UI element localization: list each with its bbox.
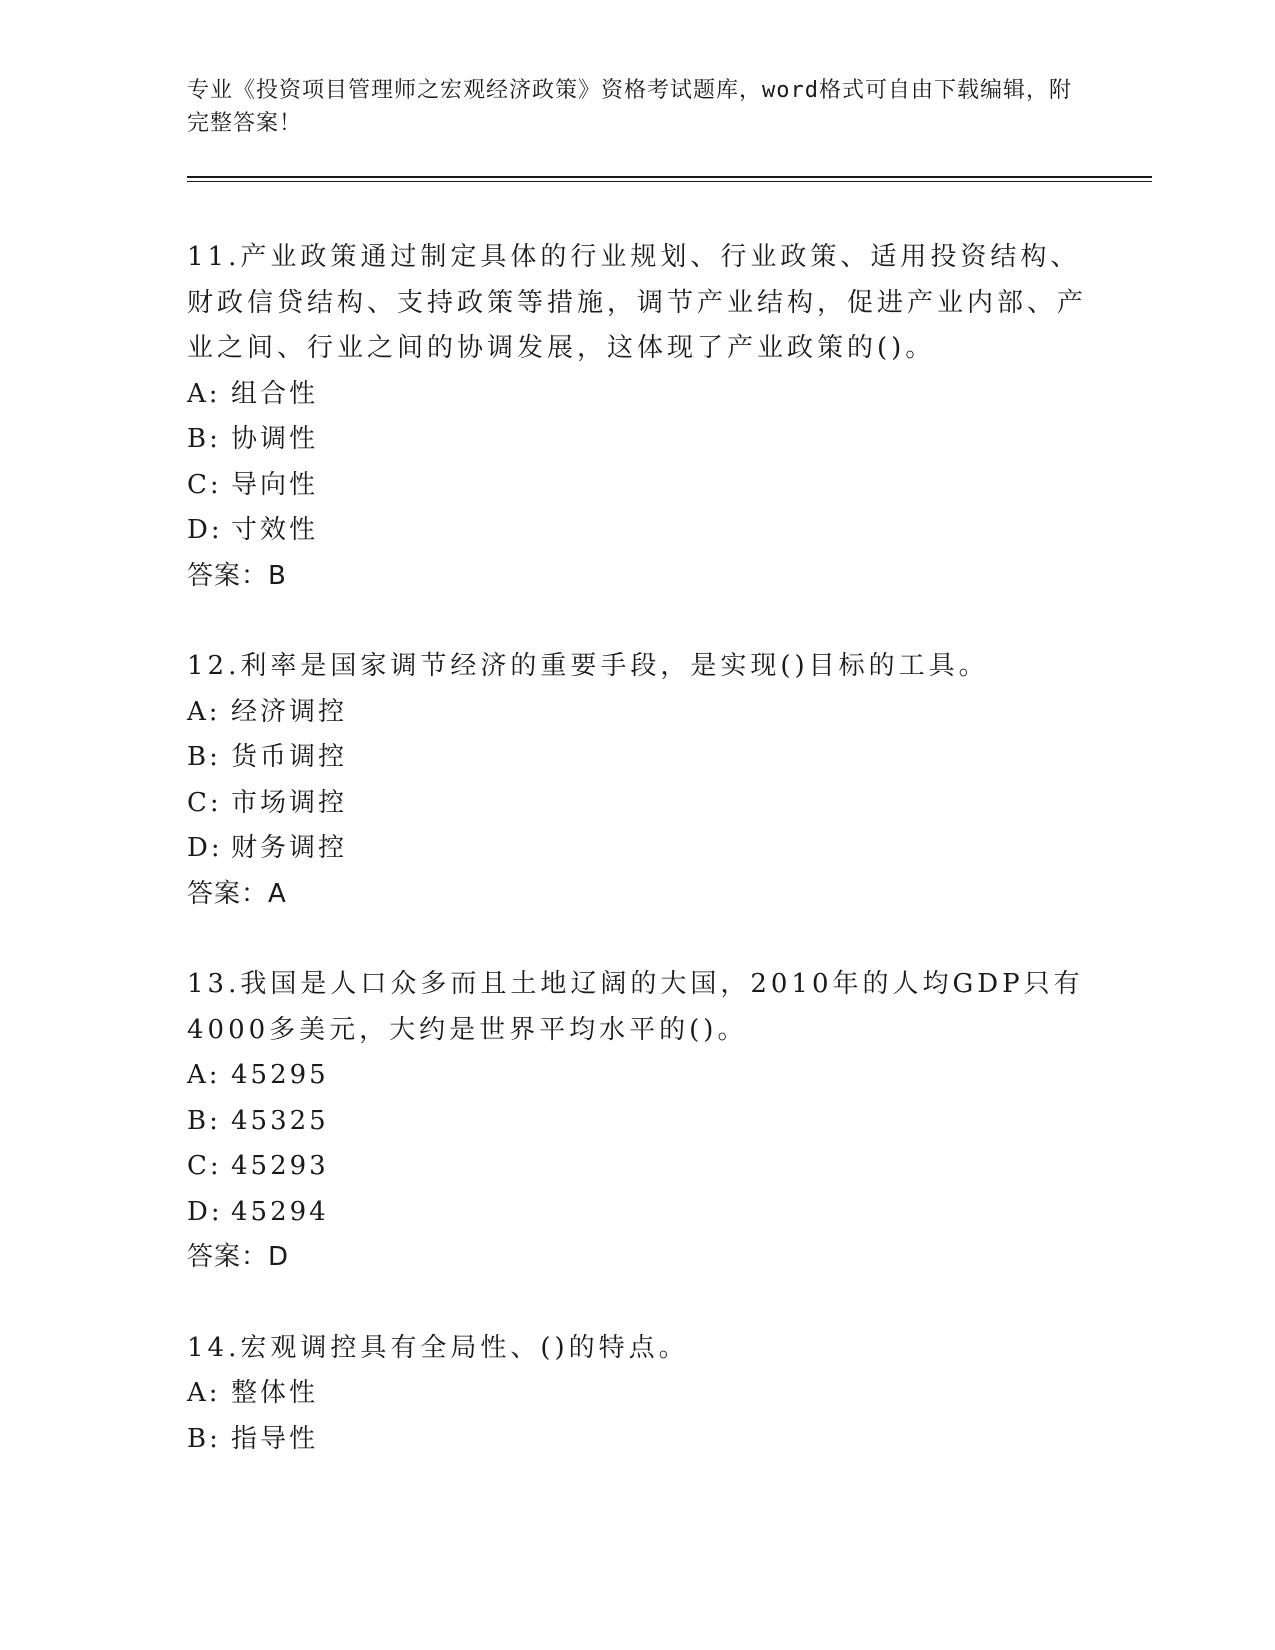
header-divider-thin <box>187 181 1152 182</box>
option-letter: B: <box>187 1423 221 1454</box>
question-14 <box>187 1326 1087 1463</box>
header-divider-thick <box>187 176 1152 178</box>
option-text: 经济调控 <box>231 696 348 727</box>
option-text: 45325 <box>231 1105 329 1136</box>
answer-line: 答案：D <box>187 1242 290 1272</box>
option-letter: C: <box>187 469 222 500</box>
question-stem: 14.宏观调控具有全局性、()的特点。 <box>187 1332 689 1363</box>
option-text: 指导性 <box>231 1423 319 1454</box>
option-letter: C: <box>187 787 222 818</box>
option-letter: B: <box>187 1105 221 1136</box>
option-text: 寸效性 <box>231 515 319 545</box>
option-c <box>187 781 1087 827</box>
question-stem: 11.产业政策通过制定具体的行业规划、行业政策、适用投资结构、财政信贷结构、支持政策等措施，调节产业结构，促进产业内部、产业之间、行业之间的协调发展，这体现了产业政策的()。 <box>187 242 1088 363</box>
question-stem: 13.我国是人口众多而且土地辽阔的大国，2010年的人均GDP只有4000多美元，大约是世界平均水平的()。 <box>187 969 1084 1045</box>
option-letter: A: <box>187 696 221 727</box>
question-11 <box>187 235 1087 599</box>
option-letter: C: <box>187 1151 222 1181</box>
option-letter: A: <box>187 1060 221 1090</box>
answer-line: 答案：A <box>187 878 287 909</box>
option-d <box>187 508 1087 554</box>
option-d <box>187 1190 1087 1236</box>
option-b <box>187 1417 1087 1463</box>
option-text: 协调性 <box>231 424 319 454</box>
option-a <box>187 690 1087 736</box>
option-d <box>187 826 1087 872</box>
option-a <box>187 1371 1087 1417</box>
option-b <box>187 1099 1087 1145</box>
option-a <box>187 1053 1087 1099</box>
option-letter: D: <box>187 515 223 545</box>
option-c <box>187 463 1087 509</box>
document-header: 专业《投资项目管理师之宏观经济政策》资格考试题库，word格式可自由下载编辑，附完整答案！ <box>187 78 1072 136</box>
question-13 <box>187 962 1087 1281</box>
option-letter: A: <box>187 1378 221 1408</box>
option-text: 财务调控 <box>231 833 348 863</box>
option-a <box>187 372 1087 418</box>
option-text: 45295 <box>231 1060 329 1090</box>
option-text: 货币调控 <box>231 742 348 772</box>
option-text: 组合性 <box>231 378 319 409</box>
option-letter: B: <box>187 424 221 454</box>
question-stem: 12.利率是国家调节经济的重要手段，是实现()目标的工具。 <box>187 651 989 681</box>
option-text: 整体性 <box>231 1378 319 1408</box>
option-letter: D: <box>187 1196 223 1227</box>
answer-line: 答案：B <box>187 560 287 591</box>
option-text: 导向性 <box>231 469 319 500</box>
option-letter: D: <box>187 833 223 863</box>
option-text: 市场调控 <box>231 787 348 818</box>
option-text: 45293 <box>231 1151 329 1181</box>
option-letter: B: <box>187 742 221 772</box>
question-list <box>187 235 1087 1462</box>
option-text: 45294 <box>231 1196 329 1227</box>
option-b <box>187 417 1087 463</box>
option-c <box>187 1144 1087 1190</box>
option-b <box>187 735 1087 781</box>
question-12 <box>187 644 1087 917</box>
option-letter: A: <box>187 378 221 409</box>
